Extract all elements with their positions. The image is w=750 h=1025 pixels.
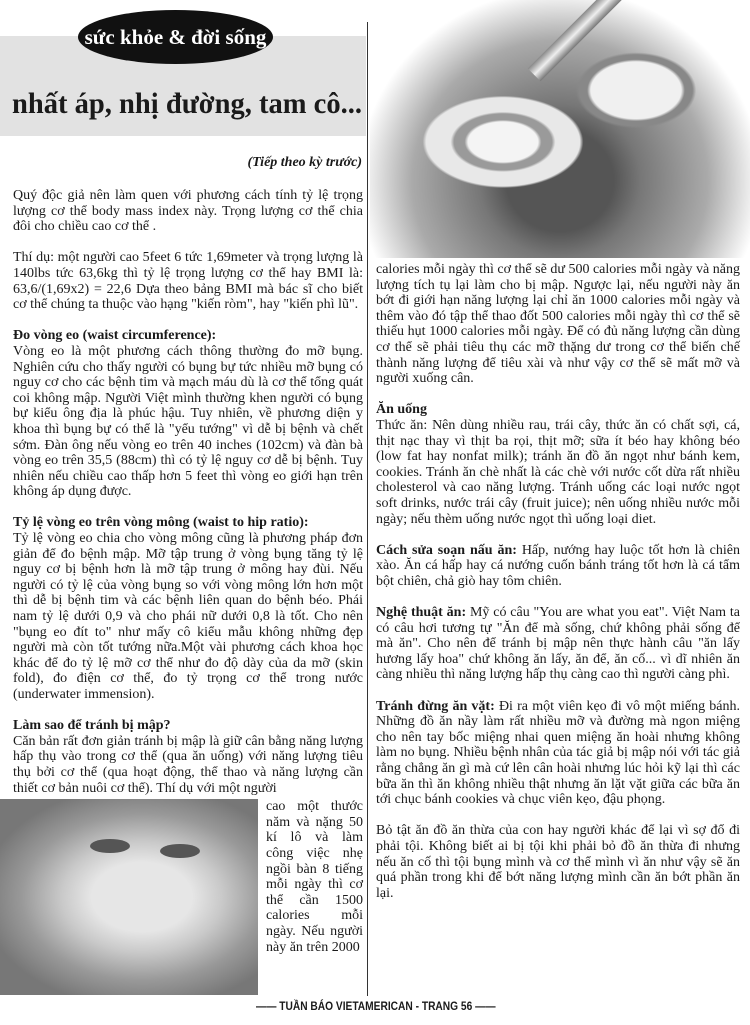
- example-paragraph: Thí dụ: một người cao 5feet 6 tức 1,69meter và trọng lượng là 140lbs tức 63,6kg thì tỷ lệ trọng lượng cơ thể hay BMI là: 63,6/(1,69x2) = 22,6 Dựa theo bảng BMI mà bác sĩ cho biết cơ thể chúng ta thuộc vào hạng "kiến ròm", hay "kiến phì lũ".: [13, 250, 363, 313]
- ratio-heading: Tỷ lệ vòng eo trên vòng mông (waist to hip ratio):: [13, 515, 309, 531]
- snack-text: Đi ra một viên kẹo đi vô một miếng bánh. Những đồ ăn nầy làm rất nhiều mỡ và đường mà ngon miệng cho nên tay bốc miệng nhai quen miệng ăn hoài nhưng không làm no bụng. Nhiều bệnh nhân của tác giả bị mập nói với tác giả rằng chẳng ăn gì mà cứ lên cân hoài nhưng lúc hỏi kỹ lại thì các bữa ăn thì ăn không nhiều thật nhưng ăn lặt vặt giữa các bữa ăn tới chục bánh cookies và chục viên kẹo, đậu phọng.: [376, 698, 740, 808]
- left-column: [13, 188, 363, 995]
- eating-heading: Ăn uống: [376, 402, 427, 418]
- avoid-paragraph: Căn bản rất đơn giản tránh bị mập là giữ cân bằng năng lượng hấp thụ vào trong cơ thể (qua ăn uống) với năng lượng tiêu thụ bởi cơ thể (qua hoạt động, thể thao và năng lượng cần thiết cơ bản nuôi cơ thể). Thí dụ với một người: [13, 733, 363, 796]
- woman-eating-photo: [0, 799, 258, 995]
- eating-paragraph: Thức ăn: Nên dùng nhiều rau, trái cây, thức ăn có chất sợi, cá, thịt nạc thay vì thịt ba rọi, thịt mỡ; sữa ít béo hay không béo (low fat hay nonfat milk); tránh ăn đồ ăn ngọt như bánh kem, cookies. Tránh ăn chè nhất là các chè với nước cốt dừa rất nhiều cholesterol và cao năng lượng. Tránh uống các loại nước ngọt soft drinks, nước trái cây (fruit juice); nên uống nhiều nước mỗi ngày; nếu thèm uống nước ngọt thì uống loại diet.: [376, 417, 740, 527]
- fork-image: [528, 0, 626, 81]
- waist-heading: Đo vòng eo (waist circumference):: [13, 328, 217, 344]
- cooking-paragraph: [376, 543, 740, 590]
- intro-paragraph: Quý độc giả nên làm quen với phương cách tính tỷ lệ trọng lượng cơ thể body mass index này. Trọng lượng cơ thể chia đôi cho chiều cao cơ thể .: [13, 188, 363, 235]
- right-column: [376, 262, 740, 917]
- waist-paragraph: Vòng eo là một phương cách thông thường đo mỡ bụng. Nghiên cứu cho thấy người có bụng bự tức nhiều mỡ bụng có nguy cơ cho các bệnh tim và mạch máu dù là cơ thể tổng quát coi không mập. Người Việt mình thường khen người có bụng bự kiểu ông địa là phúc hậu. Tuy nhiên, về phương diện y khoa thì bụng bự có thể là "yểu tướng" vì dễ bị bệnh và chết sớm. Đàn ông nếu vòng eo trên 40 inches (102cm) và đàn bà vòng eo trên 35,5 (88cm) thì có tỷ lệ nguy cơ dễ bị bệnh. Tuy nhiên nếu chiều cao thấp hơn 5 feet thì vòng eo giới hạn trên không áp dụng được.: [13, 343, 363, 500]
- section-label: sức khỏe & đời sống: [78, 10, 273, 64]
- column-divider: [367, 22, 368, 996]
- avoid-heading: Làm sao để tránh bị mập?: [13, 718, 171, 734]
- leftover-paragraph: Bỏ tật ăn đồ ăn thừa của con hay người khác để lại vì sợ đổ đi phải tội. Không biết ai bị tội khi phải bỏ đồ ăn thừa đi nhưng nếu ăn cố thì tội bụng mình và cơ thể mình vì ăn như vậy sẽ ăn quá phần trong khi để bớt năng lượng mình cần ăn bớt phần ăn lại.: [376, 823, 740, 901]
- avoid-continued-paragraph: calories mỗi ngày thì cơ thể sẽ dư 500 calories mỗi ngày và năng lượng tích tụ lại làm cho bị mập. Ngược lại, nếu người này ăn bớt đi giới hạn năng lượng lại chỉ ăn 1000 calories mỗi ngày và thêm vào đó tập thể thao đốt 500 calories mỗi ngày thì cơ thể sẽ thiếu hụt 1000 calories mỗi ngày. Để có đủ năng lượng cần dùng cơ thể sẽ phải tiêu thụ các mỡ thặng dư trong cơ thể biến chế thành năng lượng để tiêu xài và như vậy cơ thể sẽ mất mỡ và người xuống cân.: [376, 262, 740, 387]
- food-photo: [370, 0, 750, 258]
- avoid-paragraph-cont: cao một thước năm và nặng 50 kí lô và làm công việc nhẹ ngồi bàn 8 tiếng mỗi ngày thì cơ thể cần 1500 calories mỗi ngày. Nếu người này ăn trên 2000: [266, 799, 363, 955]
- page-footer: —— TUẦN BÁO VIETAMERICAN - TRANG 56 ——: [256, 999, 496, 1013]
- snack-lead: Tránh đừng ăn vặt:: [376, 698, 495, 714]
- snack-paragraph: [376, 699, 740, 808]
- art-text: Mỹ có câu "You are what you eat". Việt Nam ta có câu hơi tương tự "Ăn để mà sống, chứ không phải sống để mà ăn". Cho nên để tránh bị mập nên thực hành câu "ăn lấy hương lấy hoa" chứ không ăn lấy, ăn để, ăn cố... vì dĩ nhiên ăn càng nhiều thì năng lượng hấp thụ càng cao thì người càng phì.: [376, 605, 740, 683]
- article-title: nhất áp, nhị đường, tam cô...: [12, 87, 362, 120]
- continued-note: (Tiếp theo kỳ trước): [247, 155, 362, 170]
- ratio-paragraph: Tỷ lệ vòng eo chia cho vòng mông cũng là phương pháp đơn giản để đo bệnh mập. Mỡ tập trung ở vòng bụng tăng tỷ lệ nguy cơ bị bệnh hơn là mỡ tập trung ở mông hay đùi. Nếu người có tỷ lệ của vòng bụng so với vòng mông lớn hơn một thì dễ bị bệnh tim và các bệnh liên quan do bệnh béo. Phái nam tỷ lệ dưới 0,9 và cho phái nữ dưới 0,8 là tốt. Cho nên "bụng eo đít to" như mấy cô kiểu mẫu không những đẹp người mà còn tốt tướng nữa.Một vài phương cách khoa học khác để đo tỷ lệ mỡ cơ thể như đo độ dày của da mỡ (skin fold), đo điện cơ thể, đo tỷ trọng cơ thể trong nước (underwater immension).: [13, 531, 363, 702]
- art-paragraph: [376, 605, 740, 683]
- cooking-lead: Cách sửa soạn nấu ăn:: [376, 542, 517, 558]
- art-lead: Nghệ thuật ăn:: [376, 605, 467, 621]
- cooking-text: Hấp, nướng hay luộc tốt hơn là chiên xào. Ăn cá hấp hay cá nướng cuốn bánh tráng tốt hơn là cá tẩm bột chiên, chả giò hay tôm chiên.: [376, 542, 740, 589]
